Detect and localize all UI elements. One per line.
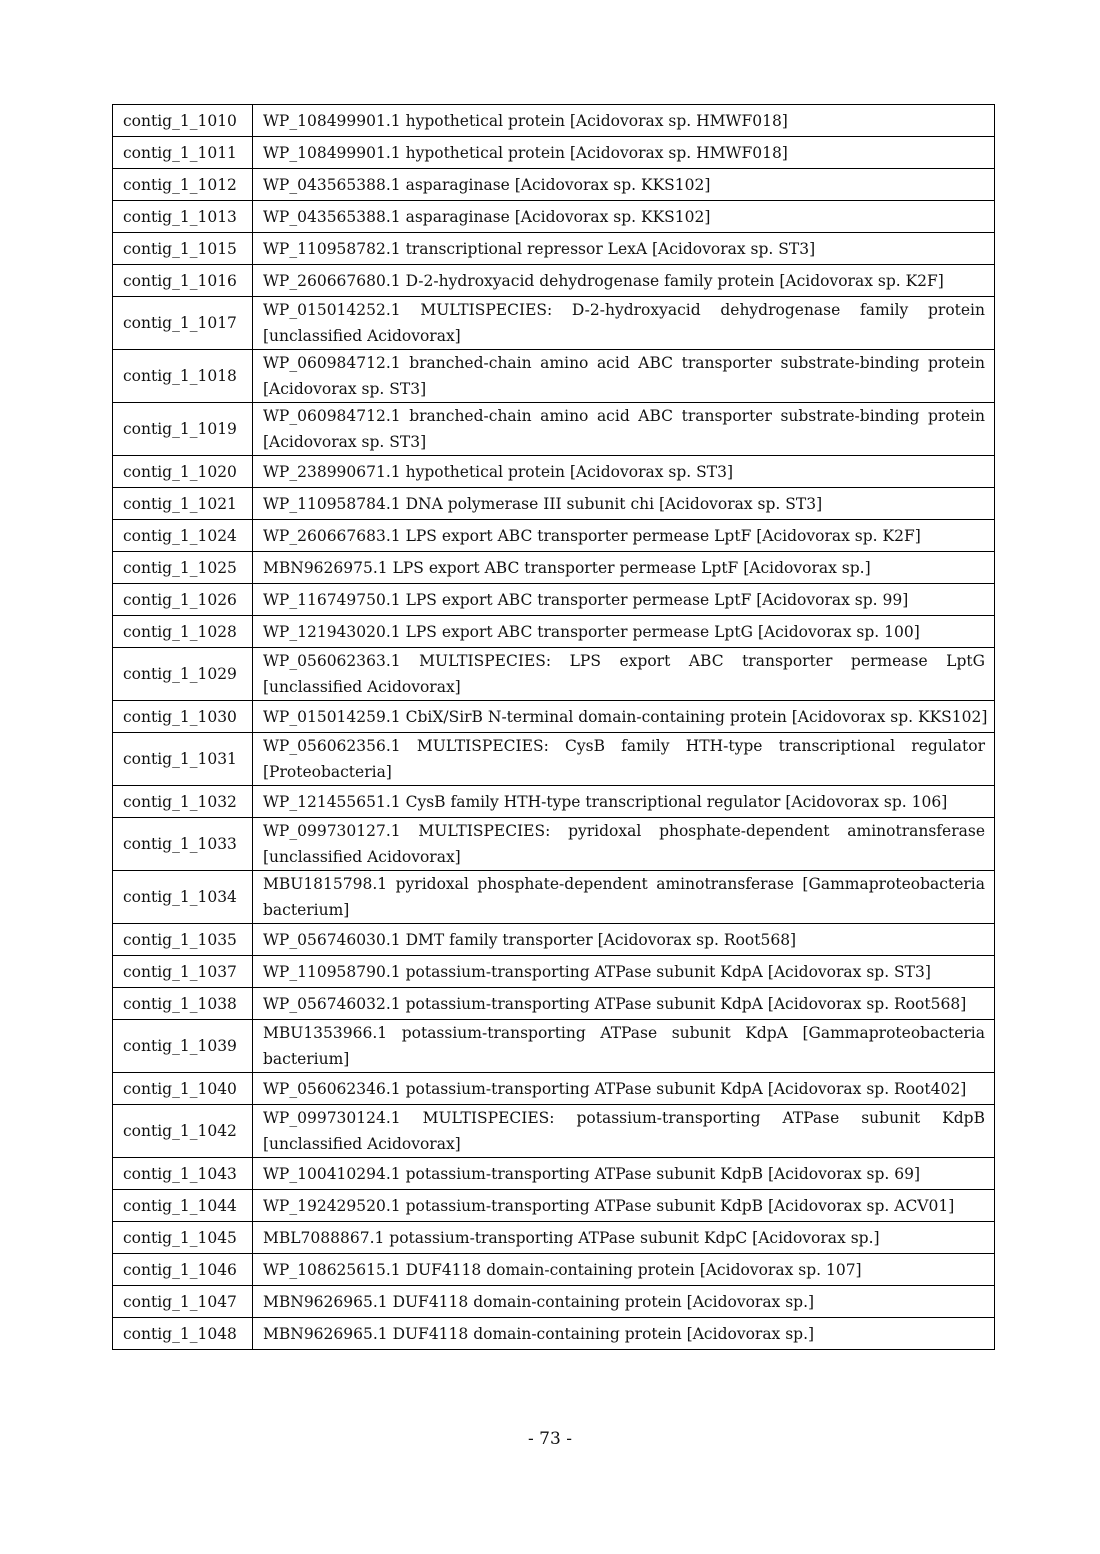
annotation-cell: WP_260667680.1 D-2-hydroxyacid dehydrogenase family protein [Acidovorax sp. K2F] <box>253 265 995 297</box>
annotation-cell: WP_056746030.1 DMT family transporter [Acidovorax sp. Root568] <box>253 924 995 956</box>
annotation-cell: WP_116749750.1 LPS export ABC transporter permease LptF [Acidovorax sp. 99] <box>253 584 995 616</box>
table-row <box>113 169 995 201</box>
contig-id-cell: contig_1_1039 <box>113 1020 253 1073</box>
annotation-cell: WP_110958782.1 transcriptional repressor LexA [Acidovorax sp. ST3] <box>253 233 995 265</box>
contig-id-cell: contig_1_1043 <box>113 1158 253 1190</box>
contig-id-cell: contig_1_1012 <box>113 169 253 201</box>
table-row <box>113 488 995 520</box>
table-row <box>113 350 995 403</box>
annotation-cell: MBL7088867.1 potassium-transporting ATPase subunit KdpC [Acidovorax sp.] <box>253 1222 995 1254</box>
annotation-cell: WP_108625615.1 DUF4118 domain-containing protein [Acidovorax sp. 107] <box>253 1254 995 1286</box>
annotation-cell: WP_121943020.1 LPS export ABC transporter permease LptG [Acidovorax sp. 100] <box>253 616 995 648</box>
annotation-cell: MBU1815798.1 pyridoxal phosphate-dependent aminotransferase [Gammaproteobacteria bacterium] <box>253 871 995 924</box>
contig-id-cell: contig_1_1045 <box>113 1222 253 1254</box>
annotation-cell: WP_108499901.1 hypothetical protein [Acidovorax sp. HMWF018] <box>253 105 995 137</box>
annotation-cell: WP_056062356.1 MULTISPECIES: CysB family HTH-type transcriptional regulator [Proteobacteria] <box>253 733 995 786</box>
annotation-cell: WP_060984712.1 branched-chain amino acid ABC transporter substrate-binding protein [Acidovorax sp. ST3] <box>253 350 995 403</box>
contig-id-cell: contig_1_1017 <box>113 297 253 350</box>
table-row <box>113 988 995 1020</box>
table-row <box>113 648 995 701</box>
contig-id-cell: contig_1_1034 <box>113 871 253 924</box>
table-row <box>113 616 995 648</box>
annotation-table-body <box>113 105 995 1350</box>
table-row <box>113 924 995 956</box>
table-row <box>113 105 995 137</box>
table-row <box>113 201 995 233</box>
contig-id-cell: contig_1_1044 <box>113 1190 253 1222</box>
table-row <box>113 701 995 733</box>
contig-id-cell: contig_1_1018 <box>113 350 253 403</box>
contig-id-cell: contig_1_1030 <box>113 701 253 733</box>
contig-id-cell: contig_1_1040 <box>113 1073 253 1105</box>
annotation-cell: WP_099730124.1 MULTISPECIES: potassium-transporting ATPase subunit KdpB [unclassified Acidovorax] <box>253 1105 995 1158</box>
annotation-cell: WP_238990671.1 hypothetical protein [Acidovorax sp. ST3] <box>253 456 995 488</box>
annotation-cell: WP_056062363.1 MULTISPECIES: LPS export ABC transporter permease LptG [unclassified Acidovorax] <box>253 648 995 701</box>
table-row <box>113 1158 995 1190</box>
table-row <box>113 1254 995 1286</box>
contig-id-cell: contig_1_1013 <box>113 201 253 233</box>
contig-id-cell: contig_1_1011 <box>113 137 253 169</box>
table-row <box>113 1105 995 1158</box>
table-row <box>113 520 995 552</box>
annotation-cell: MBN9626975.1 LPS export ABC transporter permease LptF [Acidovorax sp.] <box>253 552 995 584</box>
contig-id-cell: contig_1_1016 <box>113 265 253 297</box>
table-row <box>113 1222 995 1254</box>
table-row <box>113 871 995 924</box>
contig-id-cell: contig_1_1047 <box>113 1286 253 1318</box>
annotation-table <box>112 104 995 1350</box>
annotation-cell: WP_100410294.1 potassium-transporting ATPase subunit KdpB [Acidovorax sp. 69] <box>253 1158 995 1190</box>
table-row <box>113 456 995 488</box>
contig-id-cell: contig_1_1038 <box>113 988 253 1020</box>
contig-id-cell: contig_1_1037 <box>113 956 253 988</box>
annotation-cell: WP_260667683.1 LPS export ABC transporter permease LptF [Acidovorax sp. K2F] <box>253 520 995 552</box>
contig-id-cell: contig_1_1024 <box>113 520 253 552</box>
table-row <box>113 956 995 988</box>
table-row <box>113 552 995 584</box>
annotation-cell: WP_108499901.1 hypothetical protein [Acidovorax sp. HMWF018] <box>253 137 995 169</box>
contig-id-cell: contig_1_1046 <box>113 1254 253 1286</box>
contig-id-cell: contig_1_1042 <box>113 1105 253 1158</box>
contig-id-cell: contig_1_1048 <box>113 1318 253 1350</box>
contig-id-cell: contig_1_1035 <box>113 924 253 956</box>
contig-id-cell: contig_1_1010 <box>113 105 253 137</box>
table-row <box>113 233 995 265</box>
annotation-cell: WP_015014252.1 MULTISPECIES: D-2-hydroxyacid dehydrogenase family protein [unclassified Acidovorax] <box>253 297 995 350</box>
table-row <box>113 733 995 786</box>
contig-id-cell: contig_1_1032 <box>113 786 253 818</box>
annotation-cell: WP_192429520.1 potassium-transporting ATPase subunit KdpB [Acidovorax sp. ACV01] <box>253 1190 995 1222</box>
contig-id-cell: contig_1_1031 <box>113 733 253 786</box>
contig-id-cell: contig_1_1021 <box>113 488 253 520</box>
annotation-cell: WP_110958790.1 potassium-transporting ATPase subunit KdpA [Acidovorax sp. ST3] <box>253 956 995 988</box>
table-row <box>113 137 995 169</box>
annotation-cell: WP_099730127.1 MULTISPECIES: pyridoxal phosphate-dependent aminotransferase [unclassified Acidovorax] <box>253 818 995 871</box>
table-row <box>113 1190 995 1222</box>
table-row <box>113 818 995 871</box>
annotation-cell: WP_043565388.1 asparaginase [Acidovorax sp. KKS102] <box>253 169 995 201</box>
annotation-cell: WP_060984712.1 branched-chain amino acid ABC transporter substrate-binding protein [Acidovorax sp. ST3] <box>253 403 995 456</box>
annotation-cell: MBN9626965.1 DUF4118 domain-containing protein [Acidovorax sp.] <box>253 1286 995 1318</box>
contig-id-cell: contig_1_1020 <box>113 456 253 488</box>
table-row <box>113 403 995 456</box>
annotation-cell: WP_043565388.1 asparaginase [Acidovorax sp. KKS102] <box>253 201 995 233</box>
table-row <box>113 1286 995 1318</box>
annotation-cell: WP_121455651.1 CysB family HTH-type transcriptional regulator [Acidovorax sp. 106] <box>253 786 995 818</box>
contig-id-cell: contig_1_1028 <box>113 616 253 648</box>
annotation-cell: WP_056746032.1 potassium-transporting ATPase subunit KdpA [Acidovorax sp. Root568] <box>253 988 995 1020</box>
contig-id-cell: contig_1_1025 <box>113 552 253 584</box>
table-row <box>113 297 995 350</box>
table-row <box>113 584 995 616</box>
annotation-cell: WP_056062346.1 potassium-transporting ATPase subunit KdpA [Acidovorax sp. Root402] <box>253 1073 995 1105</box>
contig-id-cell: contig_1_1029 <box>113 648 253 701</box>
annotation-cell: MBN9626965.1 DUF4118 domain-containing protein [Acidovorax sp.] <box>253 1318 995 1350</box>
contig-id-cell: contig_1_1015 <box>113 233 253 265</box>
table-row <box>113 265 995 297</box>
table-row <box>113 1318 995 1350</box>
annotation-cell: MBU1353966.1 potassium-transporting ATPase subunit KdpA [Gammaproteobacteria bacterium] <box>253 1020 995 1073</box>
annotation-cell: WP_015014259.1 CbiX/SirB N-terminal domain-containing protein [Acidovorax sp. KKS102] <box>253 701 995 733</box>
contig-id-cell: contig_1_1026 <box>113 584 253 616</box>
contig-id-cell: contig_1_1033 <box>113 818 253 871</box>
table-row <box>113 1073 995 1105</box>
table-row <box>113 1020 995 1073</box>
annotation-cell: WP_110958784.1 DNA polymerase III subunit chi [Acidovorax sp. ST3] <box>253 488 995 520</box>
contig-id-cell: contig_1_1019 <box>113 403 253 456</box>
table-row <box>113 786 995 818</box>
page-number: - 73 - <box>528 1429 572 1449</box>
